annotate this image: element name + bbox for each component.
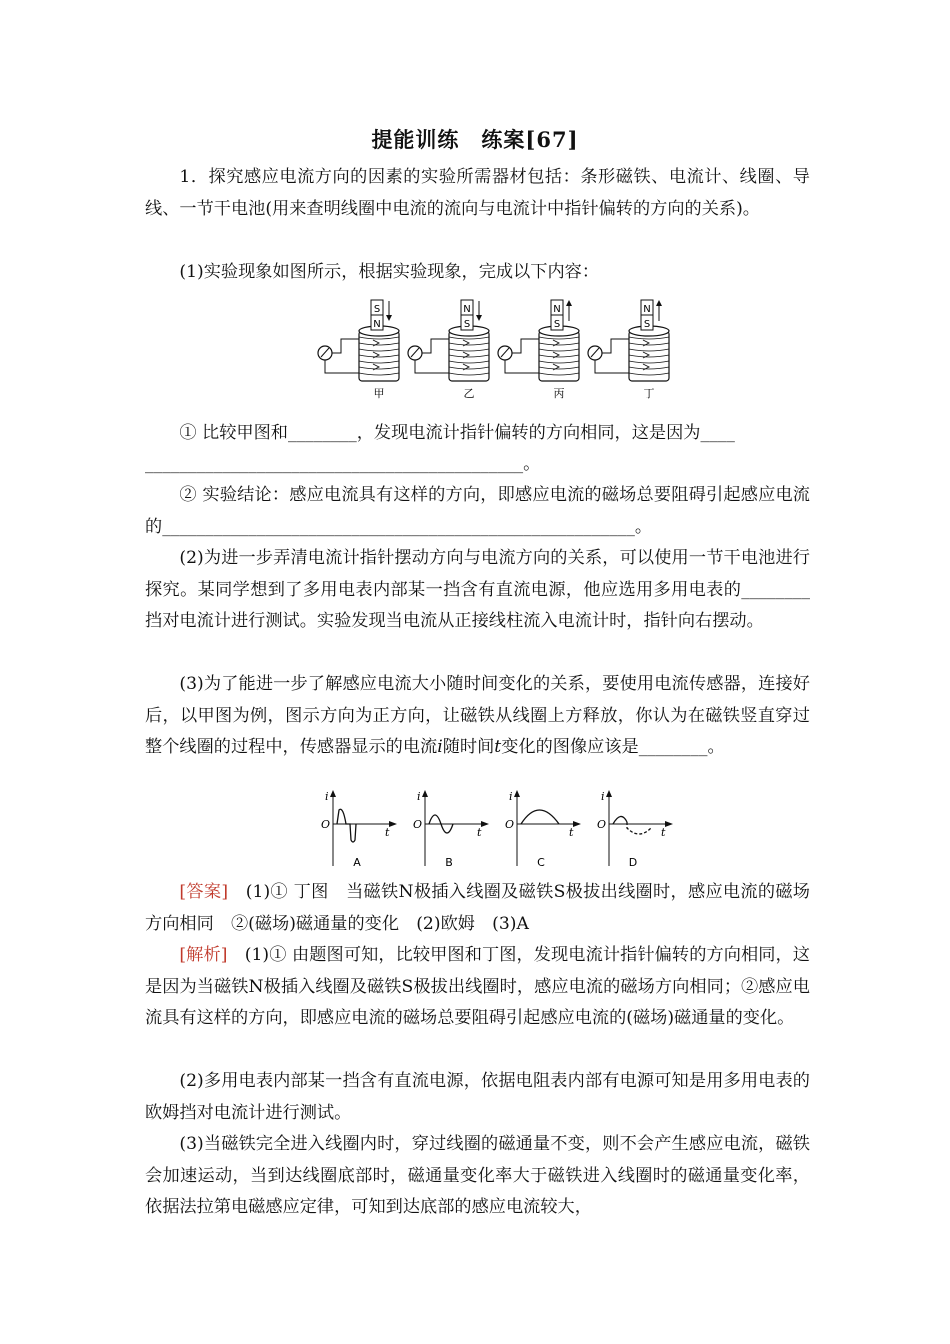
axis-label-i: i	[509, 790, 513, 803]
panel-label: 丙	[553, 387, 565, 400]
blank-1: ① 比较甲图和________，发现电流计指针偏转的方向相同，这是因为____	[179, 423, 735, 443]
axis-label-i: i	[325, 790, 329, 803]
axis-arrow-icon	[573, 821, 581, 827]
magnet-pole-label: N	[643, 304, 651, 315]
coil-turn	[449, 373, 489, 375]
blank-1-continued: ____________________________________________。	[145, 454, 541, 474]
axis-arrow-icon	[665, 821, 673, 827]
axis-label-i: i	[601, 790, 605, 803]
coil-turn	[359, 349, 399, 351]
question-1-intro: 1．探究感应电流方向的因素的实验所需器材包括：条形磁铁、电流计、线圈、导线、一节干电池(用来查明线圈中电流的流向与电流计中指针偏转的方向的关系)。	[145, 167, 810, 219]
wire	[422, 339, 449, 353]
axis-arrow-icon	[481, 821, 489, 827]
wire	[325, 360, 359, 373]
magnet-pole-label: N	[463, 304, 471, 315]
magnet-pole-label: S	[373, 304, 381, 315]
coil-turn	[629, 349, 669, 351]
option-label: D	[628, 856, 638, 869]
answer-tag: [答案]	[179, 882, 229, 902]
analysis-block	[145, 940, 810, 1035]
option-label: C	[537, 856, 545, 869]
axis-arrow-icon	[514, 790, 520, 797]
galvanometer-needle	[501, 348, 509, 357]
axis-arrow-icon	[330, 790, 336, 797]
magnet-pole-label: S	[553, 319, 561, 330]
coil-turn	[629, 361, 669, 363]
magnet-pole-label: N	[373, 319, 381, 330]
coil-turn	[359, 361, 399, 363]
wire	[505, 360, 539, 373]
graph-option	[413, 790, 489, 869]
magnet-pole-label: S	[463, 319, 471, 330]
current-curve	[521, 810, 559, 824]
axis-label-t: t	[661, 826, 666, 839]
wire	[332, 339, 359, 353]
coil-turn	[449, 337, 489, 339]
symbol-i: i	[437, 737, 443, 757]
origin-label: O	[413, 818, 423, 831]
analysis-text-3: (3)当磁铁完全进入线圈内时，穿过线圈的磁通量不变，则不会产生感应电流，磁铁会加速运动，当到达线圈底部时，磁通量变化率大于磁铁进入线圈时的磁通量变化率，依据法拉第电磁感应定律，可知到达底部的感应电流较大，	[145, 1134, 810, 1217]
answer-block	[145, 877, 810, 940]
coil-turn	[539, 361, 579, 363]
arrow-head-icon	[476, 315, 482, 321]
coil-panel	[498, 300, 579, 400]
current-time-graphs	[315, 788, 685, 873]
blank-2: ② 实验结论：感应电流具有这样的方向，即感应电流的磁场总要阻碍引起感应电流的_______________________________________________________。	[145, 485, 810, 537]
coil-panel	[588, 300, 669, 400]
galvanometer-needle	[321, 348, 329, 357]
wire	[415, 360, 449, 373]
panel-label: 丁	[643, 387, 655, 400]
part-3-text-b: 随时间	[442, 737, 495, 757]
wire	[512, 339, 539, 353]
answer-text: (1)① 丁图 当磁铁N极插入线圈及磁铁S极拔出线圈时，感应电流的磁场方向相同 ②(磁场)磁通量的变化 (2)欧姆 (3)A	[145, 882, 810, 934]
panel-label: 甲	[373, 387, 385, 400]
coil-experiment-figure	[305, 295, 675, 405]
question-1-part-3	[145, 669, 810, 764]
panel-label: 乙	[463, 387, 475, 400]
arrow-head-icon	[386, 315, 392, 321]
axis-arrow-icon	[422, 790, 428, 797]
arrow-head-icon	[566, 300, 572, 306]
coil-turn	[359, 373, 399, 375]
coil-panel	[318, 300, 399, 400]
current-curve	[613, 816, 627, 824]
page-title: 提能训练 练案[67]	[371, 127, 579, 152]
coil-turn	[539, 337, 579, 339]
coil-turn	[629, 373, 669, 375]
origin-label: O	[597, 818, 607, 831]
coil-turn	[449, 349, 489, 351]
galvanometer-needle	[411, 348, 419, 357]
coil-turn	[539, 373, 579, 375]
coil-turn	[539, 349, 579, 351]
coil-turn	[359, 337, 399, 339]
origin-label: O	[321, 818, 331, 831]
coil-panel	[408, 300, 489, 400]
arrow-head-icon	[656, 300, 662, 306]
symbol-t: t	[494, 737, 502, 757]
axis-label-t: t	[385, 826, 390, 839]
axis-arrow-icon	[389, 821, 397, 827]
coil-turn	[629, 337, 669, 339]
galvanometer-needle	[591, 348, 599, 357]
part-3-text-a: (3)为了能进一步了解感应电流大小随时间变化的关系，要使用电流传感器，连接好后，以甲图为例，图示方向为正方向，让磁铁从线圈上方释放，你认为在磁铁竖直穿过整个线圈的过程中，传感器显示的电流	[145, 674, 810, 757]
analysis-text-2: (2)多用电表内部某一挡含有直流电源，依据电阻表内部有电源可知是用多用电表的欧姆挡对电流计进行测试。	[145, 1071, 810, 1123]
wire	[602, 339, 629, 353]
analysis-tag: [解析]	[179, 945, 228, 965]
wire	[595, 360, 629, 373]
question-1-part-1: (1)实验现象如图所示，根据实验现象，完成以下内容：	[179, 262, 600, 282]
axis-label-t: t	[569, 826, 574, 839]
graph-option	[505, 790, 581, 869]
coil-turn	[449, 361, 489, 363]
analysis-text-1: (1)① 由题图可知，比较甲图和丁图，发现电流计指针偏转的方向相同，这是因为当磁铁N极插入线圈及磁铁S极拔出线圈时，感应电流的磁场方向相同；②感应电流具有这样的方向，即感应电流的磁场总要阻碍引起感应电流的(磁场)磁通量的变化。	[145, 945, 810, 1028]
graph-option	[321, 790, 397, 869]
origin-label: O	[505, 818, 515, 831]
question-1-part-2: (2)为进一步弄清电流计指针摆动方向与电流方向的关系，可以使用一节干电池进行探究。某同学想到了多用电表内部某一挡含有直流电源，他应选用多用电表的________挡对电流计进行测试。实验发现当电流从正接线柱流入电流计时，指针向右摆动。	[145, 548, 810, 631]
axis-label-t: t	[477, 826, 482, 839]
axis-arrow-icon	[606, 790, 612, 797]
axis-label-i: i	[417, 790, 421, 803]
part-3-text-c: 变化的图像应该是________。	[501, 737, 725, 757]
current-curve	[337, 809, 356, 842]
option-label: B	[445, 856, 453, 869]
magnet-pole-label: N	[553, 304, 561, 315]
graph-option	[597, 790, 673, 869]
option-label: A	[353, 856, 361, 869]
magnet-pole-label: S	[643, 319, 651, 330]
